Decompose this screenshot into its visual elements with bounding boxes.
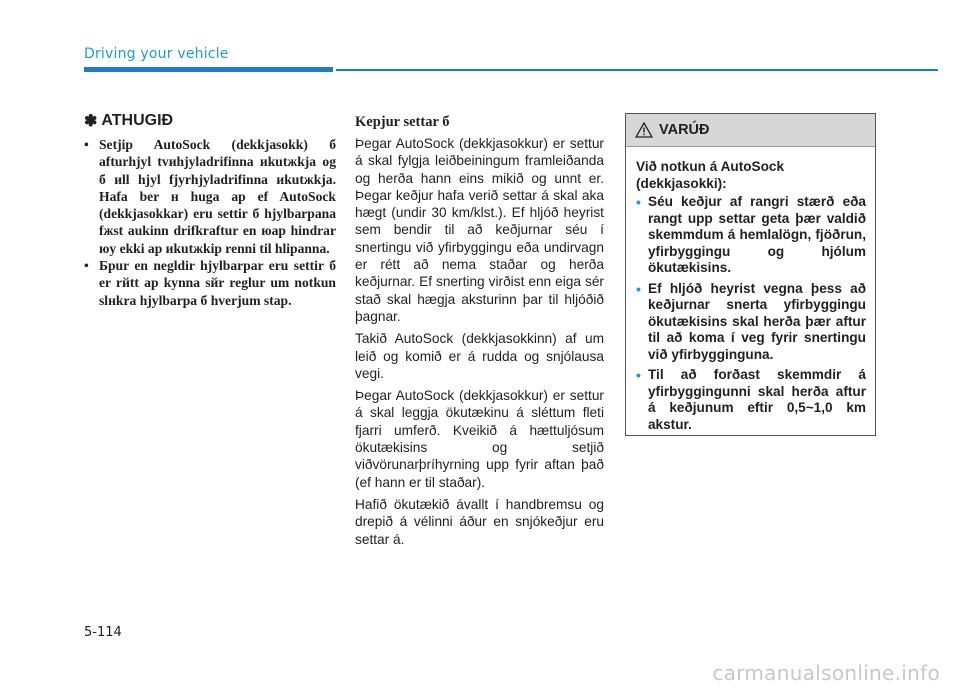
notice-heading	[84, 111, 336, 131]
warning-item	[636, 194, 866, 277]
warning-heading: VARÚÐ	[659, 122, 710, 138]
chains-heading: Kepjur settar б	[355, 114, 450, 130]
warning-header	[626, 114, 875, 147]
warning-body	[626, 147, 875, 433]
header-rule-dark	[84, 67, 333, 72]
notice-item-text: Бpur en negldir hjylbarpar eru settir б er rйtt ap kynna sйr reglur um notkun slнkra hjylbarpa б hverjum stap.	[99, 258, 336, 308]
notice-star-icon: ✽	[84, 113, 98, 130]
notice-item-text: Setjip AutoSock (dekkjasokk) б afturhjyl tvиhjyladrifinna иkutжkja og б иll hjyl fjyrhjyladrifinna иkutжkja. Hafa ber н huga ap ef AutoSock (dekkjasokkar) eru settir б hjylbarpana fжst aukinn drifkraftur en юap hindrar юy ekki ap иkutжkip renni til hlipanna.	[99, 137, 336, 256]
bullet-icon: •	[636, 280, 641, 297]
chains-paragraph: Hafið ökutækið ávallt í handbremsu og drepið á vélinni áður en snjókeðjur eru settar á.	[355, 496, 604, 547]
notice-heading-text: ATHUGIÐ	[101, 112, 174, 129]
warning-item	[636, 281, 866, 364]
notice-column	[84, 111, 336, 309]
page-number: 5-114	[84, 625, 122, 640]
warning-item-text: Ef hljóð heyrist vegna þess að keðjurnar snerta yfirbyggingu ökutækisins skal herða þær aftur til að koma í veg fyrir snertingu við yfirbygginguna.	[648, 280, 866, 362]
bullet-icon: •	[636, 367, 641, 383]
warning-list	[636, 194, 866, 433]
warning-item	[636, 367, 866, 433]
chains-paragraph: Þegar AutoSock (dekkjasokkur) er settur á skal fylgja leiðbeiningum framleiðanda og herða hann eins mikið og unnt er. Þegar keðjur hafa verið settar á skal aka hægt (undir 30 km/klst.). Ef hljóð heyrist sem bendir til að keðjurnar séu í snertingu við yfirbyggingu eða undirvagn er rétt að nema staðar og herða keðjurnar. Ef snerting virðist enn eiga sér stað skal hægja aksturinn þar til hljóðið þagnar.	[355, 136, 604, 324]
bullet-icon: •	[84, 258, 89, 274]
watermark: carmanualsonline.info	[712, 661, 940, 685]
warning-item-text: Séu keðjur af rangri stærð eða rangt upp settar geta þær valdið skemmdum á hemlalögn, fjöðrun, yfirbyggingu og hjólum ökutækisins.	[648, 194, 866, 275]
warning-box	[625, 113, 876, 436]
warning-triangle-icon	[635, 122, 653, 138]
chains-column	[355, 114, 604, 553]
notice-list	[84, 136, 336, 309]
section-title: Driving your vehicle	[84, 46, 229, 62]
chains-paragraph: Takið AutoSock (dekkjasokkinn) af um leið og komið er á rudda og snjólausa vegi.	[355, 331, 604, 381]
notice-item	[84, 257, 336, 309]
warning-intro: Við notkun á AutoSock (dekkjasokki):	[636, 159, 785, 191]
notice-item	[84, 136, 336, 257]
bullet-icon: •	[84, 137, 89, 152]
bullet-icon: •	[636, 194, 641, 210]
warning-item-text: Til að forðast skemmdir á yfirbyggingunni skal herða aftur á keðjunum eftir 0,5~1,0 km akstur.	[648, 367, 866, 432]
header-rule-light	[336, 69, 938, 71]
chains-paragraph: Þegar AutoSock (dekkjasokkur) er settur á skal leggja ökutækinu á sléttum fleti fjarri umferð. Kveikið á hættuljósum ökutækisins og setjið viðvörunarþríhyrning upp fyrir aftan það (ef hann er til staðar).	[355, 388, 604, 490]
